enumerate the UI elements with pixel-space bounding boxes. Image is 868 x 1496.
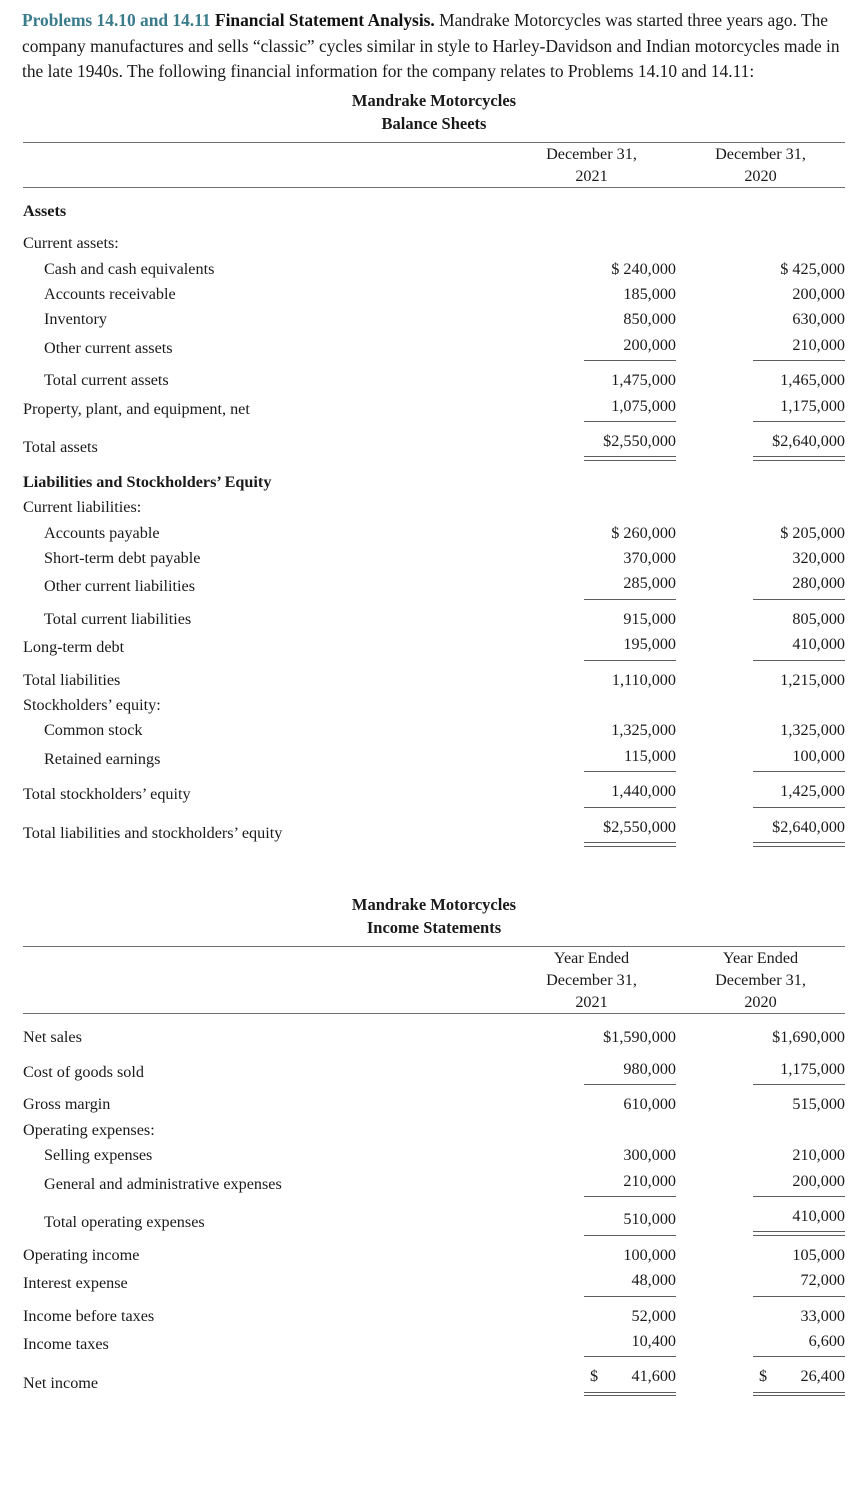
cell-total-current-assets-2020: 1,465,000	[780, 371, 845, 390]
cell-total-equity-2021: 1,440,000	[507, 779, 676, 807]
cell-total-operating-expenses-2020: 410,000	[676, 1204, 845, 1236]
cell-operating-income-2021: 100,000	[623, 1245, 676, 1264]
row-label-net-income: Net income	[23, 1373, 99, 1392]
balance-sheet-col-2020	[676, 143, 845, 187]
cell-cash-2021: $ 240,000	[611, 259, 676, 278]
balance-sheet-body-table	[23, 188, 845, 847]
operating-expenses-heading: Operating expenses:	[23, 1120, 155, 1139]
currency-symbol: $	[590, 1367, 599, 1386]
row-label-gross-margin: Gross margin	[23, 1095, 111, 1114]
row-label-total-assets: Total assets	[23, 438, 98, 457]
col-2020-line2: 2020	[744, 166, 777, 185]
stockholders-equity-heading: Stockholders’ equity:	[23, 696, 161, 715]
cell-accounts-receivable-2021: 185,000	[623, 285, 676, 303]
cell-operating-income-2020: 105,000	[792, 1245, 845, 1264]
col-2021-line1: December 31,	[546, 144, 637, 163]
cell-short-term-debt-2021: 370,000	[623, 549, 676, 568]
row-label-total-liabilities-equity: Total liabilities and stockholders’ equity	[23, 824, 283, 843]
cell-total-assets-2021: $2,550,000	[507, 429, 676, 461]
balance-sheet-company-name: Mandrake Motorcycles	[351, 90, 517, 110]
problem-body-text: Mandrake Motorcycles was started three years ago. The company manufactures and sells “classic” cycles similar in style to Harley-Davidson and Indian motorcycles made in the late 1940s. The following financial information for the company relates to Problems 14.10 and 14.11:	[22, 10, 840, 82]
balance-sheet-statement	[23, 89, 845, 847]
cell-inventory-2020: 630,000	[792, 310, 845, 329]
grand-total-rule	[584, 1392, 676, 1396]
row-label-total-operating-expenses: Total operating expenses	[44, 1213, 205, 1232]
income-statement-body-table	[23, 1014, 845, 1397]
currency-symbol: $	[780, 259, 789, 278]
table-row	[23, 744, 845, 772]
income-col-2021-line1: Year Ended	[553, 948, 630, 967]
table-row	[23, 257, 845, 282]
cell-income-before-taxes-2021: 52,000	[631, 1306, 676, 1325]
row-label-accounts-payable: Accounts payable	[44, 523, 160, 542]
cell-net-income-2021: $ 41,600	[507, 1364, 676, 1396]
row-label-total-liabilities: Total liabilities	[23, 670, 121, 689]
currency-symbol: $	[611, 259, 620, 278]
table-row	[23, 1204, 845, 1236]
table-row	[23, 1057, 845, 1085]
cell-general-admin-2020: 200,000	[676, 1169, 845, 1197]
income-statement-header-table	[23, 947, 845, 1013]
income-col-2021	[507, 947, 676, 1013]
row-label-general-admin: General and administrative expenses	[44, 1174, 282, 1193]
cell-other-current-liabilities-2020: 280,000	[676, 571, 845, 599]
row-label-cogs: Cost of goods sold	[23, 1062, 144, 1081]
cell-general-admin-2021: 210,000	[507, 1169, 676, 1197]
table-row	[23, 571, 845, 599]
cell-income-taxes-2021: 10,400	[507, 1329, 676, 1357]
table-row	[23, 199, 845, 224]
row-label-total-current-assets: Total current assets	[44, 371, 169, 390]
cell-total-liabilities-equity-2020: $2,640,000	[676, 815, 845, 847]
statement-separator	[22, 847, 846, 893]
row-label-income-taxes: Income taxes	[23, 1334, 109, 1353]
cell-net-sales-2020: $1,690,000	[772, 1027, 845, 1046]
cell-ppe-net-2020: 1,175,000	[676, 394, 845, 422]
balance-sheet-title	[23, 89, 845, 135]
income-col-2020-line1: Year Ended	[722, 948, 799, 967]
cell-accounts-payable-2020: $ 205,000	[780, 523, 845, 542]
table-row	[23, 1092, 845, 1117]
cell-total-current-assets-2021: 1,475,000	[611, 371, 676, 390]
cell-accounts-receivable-2020: 200,000	[792, 285, 845, 303]
cell-total-current-liabilities-2020: 805,000	[792, 609, 845, 628]
cell-other-current-liabilities-2021: 285,000	[507, 571, 676, 599]
cell-interest-expense-2020: 72,000	[676, 1268, 845, 1296]
row-label-net-sales: Net sales	[23, 1027, 82, 1046]
income-col-2020-line3: 2020	[744, 992, 777, 1011]
problem-number-label: Problems 14.10 and 14.11	[22, 10, 211, 30]
cell-selling-expenses-2020: 210,000	[792, 1146, 845, 1165]
cell-total-equity-2020: 1,425,000	[676, 779, 845, 807]
cell-ppe-net-2021: 1,075,000	[507, 394, 676, 422]
cell-retained-earnings-2021: 115,000	[507, 744, 676, 772]
income-statement-header-row	[23, 947, 845, 1013]
income-col-2021-line2: December 31,	[546, 970, 637, 989]
cell-cogs-2021: 980,000	[507, 1057, 676, 1085]
table-row	[23, 429, 845, 461]
cell-long-term-debt-2021: 195,000	[507, 632, 676, 660]
currency-symbol: $	[611, 523, 620, 542]
table-row	[23, 495, 845, 520]
table-row	[23, 368, 845, 393]
row-label-other-current-assets: Other current assets	[44, 338, 173, 357]
cell-common-stock-2020: 1,325,000	[780, 721, 845, 740]
income-col-2020-line2: December 31,	[715, 970, 806, 989]
balance-sheet-col-2021	[507, 143, 676, 187]
row-label-ppe-net: Property, plant, and equipment, net	[23, 399, 250, 418]
row-label-income-before-taxes: Income before taxes	[23, 1306, 155, 1325]
income-col-2021-line3: 2021	[575, 992, 608, 1011]
cell-common-stock-2021: 1,325,000	[611, 721, 676, 740]
table-row	[23, 1329, 845, 1357]
table-row	[23, 1304, 845, 1329]
table-row	[23, 1268, 845, 1296]
current-assets-heading: Current assets:	[23, 234, 119, 253]
current-liabilities-heading: Current liabilities:	[23, 498, 142, 517]
row-label-total-current-liabilities: Total current liabilities	[44, 609, 192, 628]
cell-inventory-2021: 850,000	[623, 310, 676, 329]
table-row	[23, 815, 845, 847]
table-row	[23, 307, 845, 332]
cell-gross-margin-2020: 515,000	[792, 1095, 845, 1114]
table-row	[23, 231, 845, 256]
cell-short-term-debt-2020: 320,000	[792, 549, 845, 568]
table-row	[23, 1243, 845, 1268]
cell-net-sales-2021: $1,590,000	[603, 1027, 676, 1046]
balance-sheet-statement-name: Balance Sheets	[381, 113, 487, 133]
cell-accounts-payable-2021: $ 260,000	[611, 523, 676, 542]
table-row	[23, 718, 845, 743]
table-row	[23, 521, 845, 546]
table-row	[23, 779, 845, 807]
table-row	[23, 1025, 845, 1050]
table-row	[23, 282, 845, 307]
cell-other-current-assets-2021: 200,000	[507, 333, 676, 361]
cell-income-taxes-2020: 6,600	[676, 1329, 845, 1357]
cell-other-current-assets-2020: 210,000	[676, 333, 845, 361]
row-label-accounts-receivable: Accounts receivable	[44, 285, 176, 303]
table-row	[23, 1118, 845, 1143]
table-row	[23, 1143, 845, 1168]
cell-gross-margin-2021: 610,000	[623, 1095, 676, 1114]
row-label-total-equity: Total stockholders’ equity	[23, 785, 191, 804]
cell-interest-expense-2021: 48,000	[507, 1268, 676, 1296]
cell-net-income-2020: $ 26,400	[676, 1364, 845, 1396]
col-2021-line2: 2021	[575, 166, 608, 185]
cell-cash-2020: $ 425,000	[780, 259, 845, 278]
table-row	[23, 394, 845, 422]
row-label-operating-income: Operating income	[23, 1245, 140, 1264]
currency-symbol: $	[759, 1367, 768, 1386]
row-label-interest-expense: Interest expense	[23, 1274, 128, 1293]
cell-total-current-liabilities-2021: 915,000	[623, 609, 676, 628]
row-label-short-term-debt: Short-term debt payable	[44, 549, 201, 568]
table-row	[23, 668, 845, 693]
cell-total-operating-expenses-2021: 510,000	[507, 1204, 676, 1236]
table-row	[23, 607, 845, 632]
table-row	[23, 693, 845, 718]
row-label-long-term-debt: Long-term debt	[23, 638, 125, 657]
problem-intro-paragraph	[22, 8, 846, 85]
cell-long-term-debt-2020: 410,000	[676, 632, 845, 660]
table-row	[23, 333, 845, 361]
cell-retained-earnings-2020: 100,000	[676, 744, 845, 772]
grand-total-rule	[753, 1392, 845, 1396]
cell-total-liabilities-2021: 1,110,000	[611, 670, 676, 689]
income-statement-company-name: Mandrake Motorcycles	[351, 894, 517, 914]
cell-total-assets-2020: $2,640,000	[676, 429, 845, 461]
table-row	[23, 1364, 845, 1396]
currency-symbol: $	[780, 523, 789, 542]
assets-heading: Assets	[23, 201, 67, 220]
row-label-common-stock: Common stock	[44, 721, 143, 740]
table-row	[23, 470, 845, 495]
balance-sheet-header-row	[23, 143, 845, 187]
balance-sheet-table	[23, 143, 845, 187]
cell-total-liabilities-equity-2021: $2,550,000	[507, 815, 676, 847]
cell-total-liabilities-2020: 1,215,000	[780, 670, 845, 689]
table-row	[23, 1169, 845, 1197]
income-col-2020	[676, 947, 845, 1013]
income-statement-statement-name: Income Statements	[366, 917, 502, 937]
row-label-retained-earnings: Retained earnings	[44, 749, 161, 768]
table-row	[23, 632, 845, 660]
cell-cogs-2020: 1,175,000	[676, 1057, 845, 1085]
row-label-inventory: Inventory	[44, 310, 107, 329]
problem-topic-label: Financial Statement Analysis.	[214, 10, 435, 30]
cell-selling-expenses-2021: 300,000	[623, 1146, 676, 1165]
liabilities-equity-heading: Liabilities and Stockholders’ Equity	[23, 472, 272, 491]
cell-income-before-taxes-2020: 33,000	[800, 1306, 845, 1325]
col-2020-line1: December 31,	[715, 144, 806, 163]
income-statement-title	[23, 893, 845, 939]
row-label-cash: Cash and cash equivalents	[44, 259, 215, 278]
table-row	[23, 546, 845, 571]
row-label-other-current-liabilities: Other current liabilities	[44, 577, 196, 596]
row-label-selling-expenses: Selling expenses	[44, 1146, 153, 1165]
income-statement	[23, 893, 845, 1397]
